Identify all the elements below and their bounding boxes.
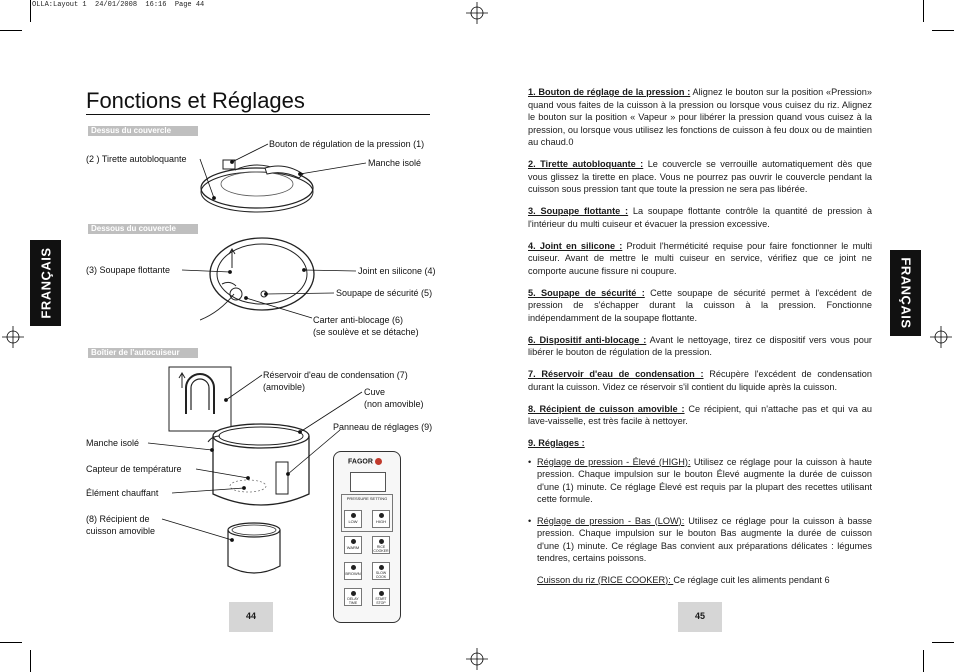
item-safety-valve: 5. Soupape de sécurité : Cette soupape de sécurité permet à l'excédent de pression de s'échapper durant la cuisson à la pression. Fonctionne indépendamment de la soupape flottante.	[528, 287, 872, 323]
callout-pressure-knob: Bouton de régulation de la pression (1)	[269, 139, 425, 149]
panel-button-brown: BROWN	[344, 562, 362, 580]
language-tab-label: FRANÇAIS	[38, 247, 53, 319]
panel-button-rice: RICE COOKER	[372, 536, 390, 554]
bullet-low-pressure: • Réglage de pression - Bas (LOW): Utilisez ce réglage pour la cuisson à basse pression. Chaque impulsion sur le bouton Bas augmente la durée de cuisson d'une (1) minute. Ce réglage Bas convient aux préparations délicates : légumes tendres, certains poissons.	[528, 515, 872, 563]
item-float-valve: 3. Soupape flottante : La soupape flottante contrôle la quantité de pression à l'intérieur du multi cuiseur et évacuer la pression excessive.	[528, 206, 872, 229]
item-settings-heading: 9. Réglages :	[528, 438, 585, 448]
page-number: 44	[245, 611, 256, 621]
panel-button-start: START STOP	[372, 588, 390, 606]
callout-float-valve: (3) Soupape flottante	[86, 265, 171, 275]
callout-control-panel: Panneau de réglages (9)	[333, 422, 433, 432]
panel-button-high: HIGH	[372, 510, 390, 528]
item-cooking-pot: 8. Récipient de cuisson amovible : Ce récipient, qui n'attache pas et qui va au lave-vaisselle, est très facile à nettoyer.	[528, 403, 872, 426]
section-label-lid-bottom: Dessous du couvercle	[88, 224, 198, 234]
panel-button-delay: DELAY TIME	[344, 588, 362, 606]
callout-self-lock: (2 ) Tirette autobloquante	[86, 154, 187, 164]
page-number-box-left	[229, 602, 273, 632]
callout-temp-sensor: Capteur de température	[86, 464, 182, 474]
bullet-high-pressure: • Réglage de pression - Élevé (HIGH): Utilisez ce réglage pour la cuisson à haute pression. Chaque impulsion sur le bouton Élevé augmente la durée de cuisson d'une (1) minute. Ce réglage Élevé est requis par la plupart des recettes utilisant cette formule.	[528, 456, 872, 504]
callout-anti-block-note: (se soulève et se détache)	[313, 327, 419, 337]
callout-cooking-pot-note: cuisson amovible	[86, 526, 156, 536]
item-pressure-knob: 1. Bouton de réglage de la pression : Alignez le bouton sur la position «Pression» quand vous faites de la cuisson à la pression ou lorsque vous cuisez du riz. Alignez le bouton sur la position « Vapeur » pour libérer la pression quand vous cuisez à la pression, ou lorsque vous utilisez les fonctions de cuisson à feu doux ou de maintien au chaud.0	[528, 87, 872, 147]
callout-silicone-seal: Joint en silicone (4)	[358, 266, 436, 276]
callout-insulated-handle: Manche isolé	[368, 158, 422, 168]
description-column	[528, 86, 872, 596]
callout-anti-block: Carter anti-blocage (6)	[313, 315, 404, 325]
callout-handle: Manche isolé	[86, 438, 140, 448]
bullet-icon: •	[528, 515, 532, 526]
page-title: Fonctions et Réglages	[86, 88, 305, 113]
language-tab-label: FRANÇAIS	[898, 257, 913, 329]
section-label-lid-top: Dessus du couvercle	[88, 126, 198, 136]
callout-safety-valve: Soupape de sécurité (5)	[336, 288, 433, 298]
item-silicone-seal: 4. Joint en silicone : Produit l'herméticité requise pour faire fonctionner le multi cuiseur. Avant de mettre le multi cuiseur en service, vérifiez que ce joint ne comporte aucune fissure ni coupure.	[528, 240, 872, 276]
callout-condensation-note: (amovible)	[263, 382, 306, 392]
callout-heating-element: Élément chauffant	[86, 488, 159, 498]
item-self-lock: 2. Tirette autobloquante : Le couvercle se verrouille automatiquement dès que vous glissez la tirette en place. Vous ne pourrez pas ouvrir le couvercle pendant la cuisson sous pression tant que toute la pression ne sera pas libérée.	[528, 159, 872, 194]
bullet-icon: •	[528, 456, 532, 467]
page-number-box-right	[678, 602, 722, 632]
item-condensation: 7. Réservoir d'eau de condensation : Récupère l'excédent de condensation durant la cuisson. Videz ce réservoir s'il contient du liquide après la cuisson.	[528, 369, 872, 392]
callout-vessel: Cuve	[364, 387, 386, 397]
language-tab-right	[890, 250, 921, 336]
panel-button-slow: SLOW COOK	[372, 562, 390, 580]
brand-logo: FAGOR	[348, 458, 382, 465]
callout-condensation: Réservoir d'eau de condensation (7)	[263, 370, 408, 380]
item-anti-block: 6. Dispositif anti-blocage : Avant le nettoyage, tirez ce dispositif vers vous pour libérer le bouton de régulation de la pression.	[528, 334, 872, 357]
callout-vessel-note: (non amovible)	[364, 399, 424, 409]
section-label-housing: Boîtier de l'autocuiseur	[88, 348, 198, 358]
panel-button-warm: WARM	[344, 536, 362, 554]
pressure-settings-label: PRESSURE SETTING	[346, 496, 388, 501]
callout-cooking-pot: (8) Récipient de	[86, 514, 150, 524]
panel-button-low: LOW	[344, 510, 362, 528]
page-number: 45	[694, 611, 705, 621]
print-header: OLLA:Layout 1 24/01/2008 16:16 Page 44	[32, 1, 205, 9]
rice-cooker-paragraph: Cuisson du riz (RICE COOKER): Ce réglage cuit les aliments pendant 6	[537, 574, 830, 585]
